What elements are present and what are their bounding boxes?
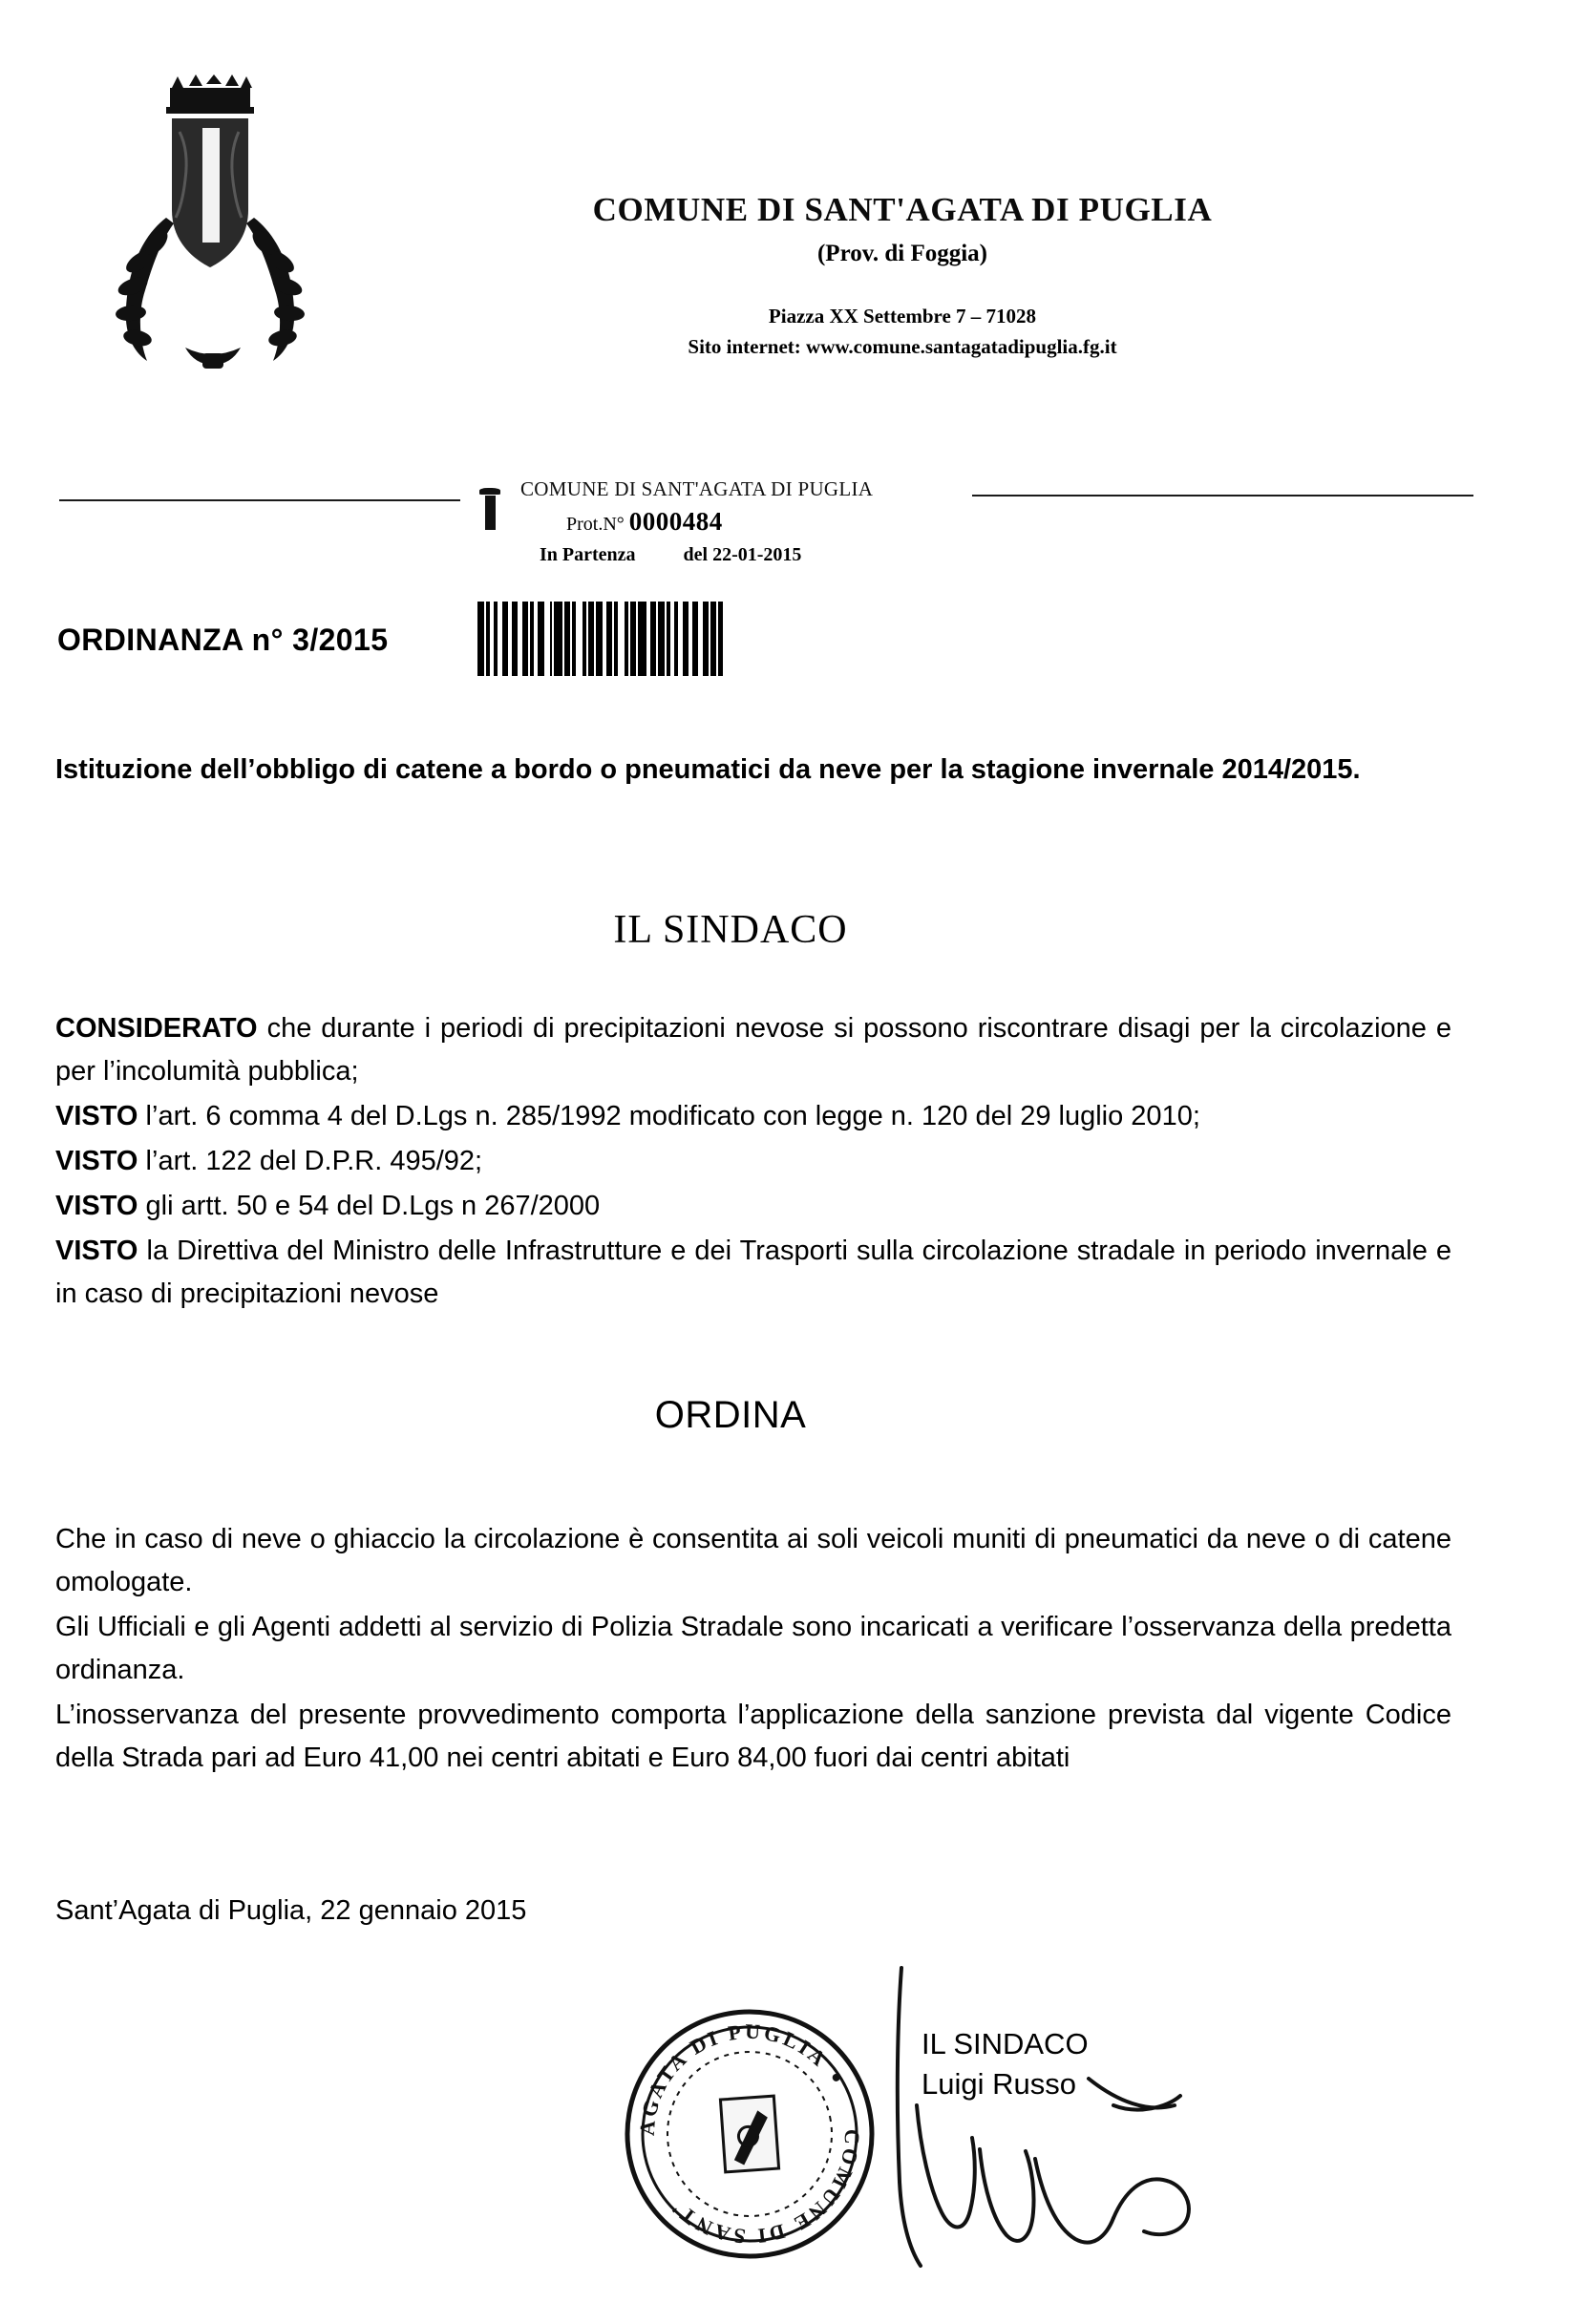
provision-paragraph: Gli Ufficiali e gli Agenti addetti al servizio di Polizia Stradale sono incaricati a verificare l’osservanza della predetta ordinanza. bbox=[55, 1611, 1451, 1685]
document-subject: Istituzione dell’obbligo di catene a bordo o pneumatici da neve per la stagione invernale 2014/2015. bbox=[55, 754, 1361, 785]
premise-paragraph bbox=[55, 1095, 1451, 1138]
protocol-date: del 22-01-2015 bbox=[683, 544, 802, 565]
barcode-bar bbox=[718, 602, 723, 676]
provision-paragraph: L’inosservanza del presente provvedimento comporta l’applicazione della sanzione prevista dal vigente Codice della Strada pari ad Euro 41,00 nei centri abitati e Euro 84,00 fuori dai centri abitati bbox=[55, 1699, 1451, 1773]
premise-text: l’art. 122 del D.P.R. 495/92; bbox=[138, 1145, 483, 1176]
signature-role: IL SINDACO bbox=[922, 2027, 1089, 2060]
protocol-stamp bbox=[520, 477, 969, 566]
round-office-stamp-icon bbox=[611, 1996, 888, 2272]
organization-name: COMUNE DI SANT'AGATA DI PUGLIA bbox=[592, 191, 1213, 228]
ordinance-number: ORDINANZA n° 3/2015 bbox=[57, 623, 389, 657]
provision-paragraph: Che in caso di neve o ghiaccio la circolazione è consentita ai soli veicoli muniti di pneumatici da neve o di catene omologate. bbox=[55, 1524, 1451, 1597]
provisions-section bbox=[55, 1518, 1451, 1782]
province-name: (Prov. di Foggia) bbox=[816, 241, 987, 266]
premises-section bbox=[55, 1007, 1451, 1318]
premise-lead: VISTO bbox=[55, 1235, 138, 1266]
protocol-label: Prot.N° bbox=[566, 514, 625, 535]
stamp-rule-left bbox=[59, 499, 460, 501]
protocol-office: COMUNE DI SANT'AGATA DI PUGLIA bbox=[520, 477, 874, 500]
website-line: Sito internet: www.comune.santagatadipuglia.fg.it bbox=[688, 334, 1117, 358]
stamp-rule-right bbox=[972, 495, 1473, 496]
signature-block bbox=[922, 2024, 1089, 2104]
svg-text:AGATA DI PUGLIA: AGATA DI PUGLIA bbox=[634, 2018, 833, 2137]
protocol-number: 0000484 bbox=[628, 507, 723, 536]
premise-paragraph bbox=[55, 1230, 1451, 1316]
premise-text: la Direttiva del Ministro delle Infrastrutture e dei Trasporti sulla circolazione stradale in periodo invernale e in caso di precipitazioni nevose bbox=[55, 1235, 1451, 1309]
header-block bbox=[411, 191, 1394, 362]
heading-order: ORDINA bbox=[654, 1394, 807, 1436]
premise-paragraph bbox=[55, 1185, 1451, 1228]
premise-text: l’art. 6 comma 4 del D.Lgs n. 285/1992 modificato con legge n. 120 del 29 luglio 2010; bbox=[138, 1100, 1200, 1131]
svg-text:COMUNE DI SANT': COMUNE DI SANT' bbox=[665, 2128, 865, 2250]
heading-authority: IL SINDACO bbox=[613, 908, 848, 952]
signature-name: Luigi Russo bbox=[922, 2066, 1076, 2101]
address-line: Piazza XX Settembre 7 – 71028 bbox=[768, 305, 1037, 327]
premise-lead: VISTO bbox=[55, 1145, 138, 1176]
premise-lead: VISTO bbox=[55, 1100, 138, 1131]
premise-lead: VISTO bbox=[55, 1190, 138, 1221]
premise-text: che durante i periodi di precipitazioni nevose si possono riscontrare disagi per la circolazione e per l’incolumità pubblica; bbox=[55, 1013, 1451, 1087]
signature-icon bbox=[888, 1962, 1289, 2277]
premise-text: gli artt. 50 e 54 del D.Lgs n 267/2000 bbox=[138, 1190, 601, 1221]
place-and-date: Sant’Agata di Puglia, 22 gennaio 2015 bbox=[55, 1895, 527, 1926]
coat-of-arms-icon bbox=[103, 74, 323, 370]
protocol-direction: In Partenza bbox=[540, 544, 636, 565]
protocol-glyph-icon bbox=[477, 482, 502, 532]
premise-lead: CONSIDERATO bbox=[55, 1013, 258, 1044]
barcode bbox=[477, 602, 840, 676]
premise-paragraph bbox=[55, 1007, 1451, 1093]
premise-paragraph bbox=[55, 1140, 1451, 1183]
